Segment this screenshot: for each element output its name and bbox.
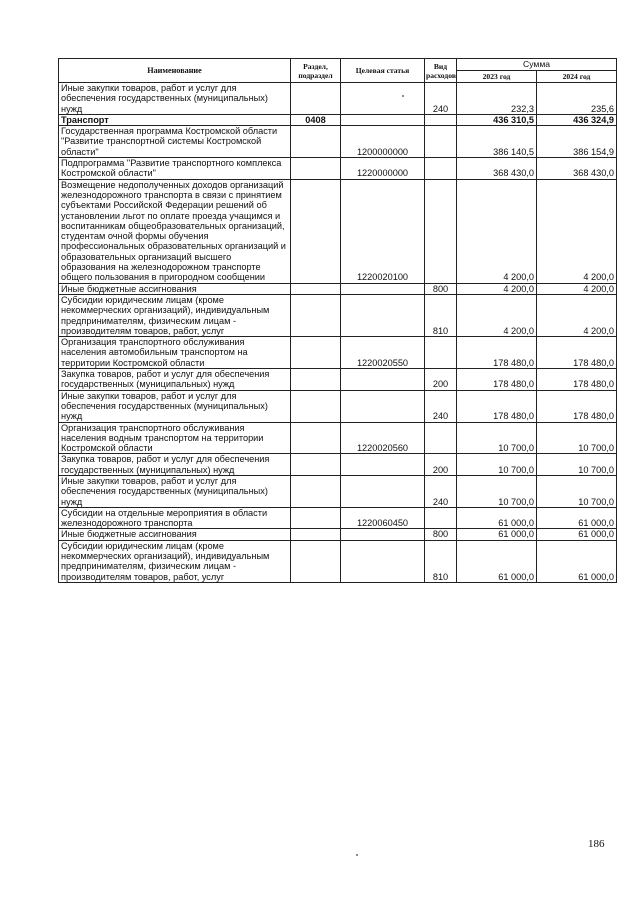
cell-2023: 61 000,0 bbox=[457, 507, 537, 529]
header-section: Раздел, подраздел bbox=[291, 59, 341, 83]
cell-target: 1220020100 bbox=[341, 179, 425, 283]
cell-kind bbox=[425, 422, 457, 454]
cell-target: 1220000000 bbox=[341, 158, 425, 180]
budget-table-container bbox=[58, 58, 616, 583]
cell-name: Субсидии юридическим лицам (кроме некоммерческих организаций), индивидуальным предпринимателям, физическим лицам - производителям товаров, работ, услуг bbox=[59, 294, 291, 336]
table-row bbox=[59, 283, 617, 294]
cell-kind: 800 bbox=[425, 529, 457, 540]
scan-speck bbox=[402, 95, 404, 97]
cell-target bbox=[341, 369, 425, 391]
cell-2024: 61 000,0 bbox=[537, 507, 617, 529]
cell-name: Закупка товаров, работ и услуг для обеспечения государственных (муниципальных) нужд bbox=[59, 454, 291, 476]
scan-speck bbox=[356, 854, 358, 856]
cell-target: 1220020550 bbox=[341, 337, 425, 369]
cell-kind: 810 bbox=[425, 294, 457, 336]
cell-name: Организация транспортного обслуживания населения автомобильным транспортом на территории Костромской области bbox=[59, 337, 291, 369]
cell-target: 1220020560 bbox=[341, 422, 425, 454]
cell-kind: 200 bbox=[425, 369, 457, 391]
table-row bbox=[59, 114, 617, 125]
cell-section bbox=[291, 369, 341, 391]
cell-2023: 10 700,0 bbox=[457, 422, 537, 454]
cell-name: Организация транспортного обслуживания населения водным транспортом на территории Костромской области bbox=[59, 422, 291, 454]
cell-kind: 800 bbox=[425, 283, 457, 294]
cell-section bbox=[291, 126, 341, 158]
header-name: Наименование bbox=[59, 59, 291, 83]
budget-table bbox=[58, 58, 617, 583]
cell-kind bbox=[425, 337, 457, 369]
cell-name: Государственная программа Костромской области "Развитие транспортной системы Костромской области" bbox=[59, 126, 291, 158]
cell-2024: 10 700,0 bbox=[537, 475, 617, 507]
cell-kind bbox=[425, 114, 457, 125]
cell-target bbox=[341, 114, 425, 125]
cell-target bbox=[341, 475, 425, 507]
table-row bbox=[59, 126, 617, 158]
cell-2024: 10 700,0 bbox=[537, 422, 617, 454]
cell-kind: 240 bbox=[425, 83, 457, 115]
cell-2023: 10 700,0 bbox=[457, 475, 537, 507]
cell-section bbox=[291, 422, 341, 454]
cell-2024: 61 000,0 bbox=[537, 529, 617, 540]
table-row bbox=[59, 507, 617, 529]
cell-2024: 178 480,0 bbox=[537, 369, 617, 391]
cell-2023: 178 480,0 bbox=[457, 369, 537, 391]
cell-2024: 61 000,0 bbox=[537, 540, 617, 582]
table-row bbox=[59, 337, 617, 369]
cell-2024: 4 200,0 bbox=[537, 294, 617, 336]
header-row-1 bbox=[59, 59, 617, 71]
cell-kind: 240 bbox=[425, 475, 457, 507]
cell-2023: 436 310,5 bbox=[457, 114, 537, 125]
cell-2024: 10 700,0 bbox=[537, 454, 617, 476]
table-row bbox=[59, 390, 617, 422]
header-2023: 2023 год bbox=[457, 71, 537, 83]
cell-name: Иные закупки товаров, работ и услуг для обеспечения государственных (муниципальных) нужд bbox=[59, 83, 291, 115]
cell-section bbox=[291, 454, 341, 476]
cell-section bbox=[291, 337, 341, 369]
table-row bbox=[59, 529, 617, 540]
cell-2023: 368 430,0 bbox=[457, 158, 537, 180]
header-2024: 2024 год bbox=[537, 71, 617, 83]
cell-2024: 4 200,0 bbox=[537, 283, 617, 294]
cell-2023: 232,3 bbox=[457, 83, 537, 115]
cell-2023: 4 200,0 bbox=[457, 283, 537, 294]
cell-2024: 4 200,0 bbox=[537, 179, 617, 283]
cell-2024: 178 480,0 bbox=[537, 390, 617, 422]
table-row bbox=[59, 179, 617, 283]
cell-name: Иные бюджетные ассигнования bbox=[59, 283, 291, 294]
cell-section: 0408 bbox=[291, 114, 341, 125]
cell-section bbox=[291, 540, 341, 582]
header-sum: Сумма bbox=[457, 59, 617, 71]
cell-section bbox=[291, 179, 341, 283]
cell-kind: 200 bbox=[425, 454, 457, 476]
cell-2024: 386 154,9 bbox=[537, 126, 617, 158]
cell-name: Закупка товаров, работ и услуг для обеспечения государственных (муниципальных) нужд bbox=[59, 369, 291, 391]
cell-target bbox=[341, 454, 425, 476]
cell-2023: 178 480,0 bbox=[457, 337, 537, 369]
cell-kind: 240 bbox=[425, 390, 457, 422]
cell-kind bbox=[425, 507, 457, 529]
cell-2023: 386 140,5 bbox=[457, 126, 537, 158]
cell-2023: 4 200,0 bbox=[457, 179, 537, 283]
table-row bbox=[59, 369, 617, 391]
cell-2023: 10 700,0 bbox=[457, 454, 537, 476]
cell-name: Субсидии юридическим лицам (кроме некоммерческих организаций), индивидуальным предпринимателям, физическим лицам - производителям товаров, работ, услуг bbox=[59, 540, 291, 582]
cell-target bbox=[341, 390, 425, 422]
cell-2024: 436 324,9 bbox=[537, 114, 617, 125]
table-row bbox=[59, 540, 617, 582]
cell-kind bbox=[425, 126, 457, 158]
cell-section bbox=[291, 507, 341, 529]
cell-section bbox=[291, 83, 341, 115]
table-row bbox=[59, 475, 617, 507]
cell-2023: 61 000,0 bbox=[457, 529, 537, 540]
table-row bbox=[59, 294, 617, 336]
cell-name: Иные закупки товаров, работ и услуг для обеспечения государственных (муниципальных) нужд bbox=[59, 475, 291, 507]
cell-2024: 235,6 bbox=[537, 83, 617, 115]
cell-section bbox=[291, 283, 341, 294]
cell-name: Иные бюджетные ассигнования bbox=[59, 529, 291, 540]
table-row bbox=[59, 158, 617, 180]
cell-name: Иные закупки товаров, работ и услуг для обеспечения государственных (муниципальных) нужд bbox=[59, 390, 291, 422]
cell-target: 1200000000 bbox=[341, 126, 425, 158]
cell-kind bbox=[425, 158, 457, 180]
cell-2023: 178 480,0 bbox=[457, 390, 537, 422]
header-kind: Вид расходов bbox=[425, 59, 457, 83]
cell-name: Подпрограмма "Развитие транспортного комплекса Костромской области" bbox=[59, 158, 291, 180]
cell-target bbox=[341, 83, 425, 115]
cell-kind: 810 bbox=[425, 540, 457, 582]
cell-section bbox=[291, 294, 341, 336]
cell-section bbox=[291, 390, 341, 422]
table-row bbox=[59, 454, 617, 476]
cell-section bbox=[291, 158, 341, 180]
cell-target bbox=[341, 529, 425, 540]
cell-section bbox=[291, 529, 341, 540]
cell-target bbox=[341, 283, 425, 294]
cell-target: 1220060450 bbox=[341, 507, 425, 529]
cell-2023: 61 000,0 bbox=[457, 540, 537, 582]
cell-name: Транспорт bbox=[59, 114, 291, 125]
cell-section bbox=[291, 475, 341, 507]
cell-2024: 368 430,0 bbox=[537, 158, 617, 180]
table-row bbox=[59, 422, 617, 454]
cell-name: Возмещение недополученных доходов организаций железнодорожного транспорта в связи с принятием субъектами Российской Федерации решений об установлении льгот по оплате проезда учащимся и воспитанникам общеобразовательных организаций, студентам очной формы обучения профессиональных образовательных организаций и образовательных организаций высшего образования на железнодорожном транспорте общего пользования в пригородном сообщении bbox=[59, 179, 291, 283]
cell-2023: 4 200,0 bbox=[457, 294, 537, 336]
cell-2024: 178 480,0 bbox=[537, 337, 617, 369]
cell-target bbox=[341, 294, 425, 336]
cell-target bbox=[341, 540, 425, 582]
cell-name: Субсидии на отдельные мероприятия в области железнодорожного транспорта bbox=[59, 507, 291, 529]
header-target: Целевая статья bbox=[341, 59, 425, 83]
cell-kind bbox=[425, 179, 457, 283]
table-row bbox=[59, 83, 617, 115]
page-number: 186 bbox=[588, 838, 605, 850]
